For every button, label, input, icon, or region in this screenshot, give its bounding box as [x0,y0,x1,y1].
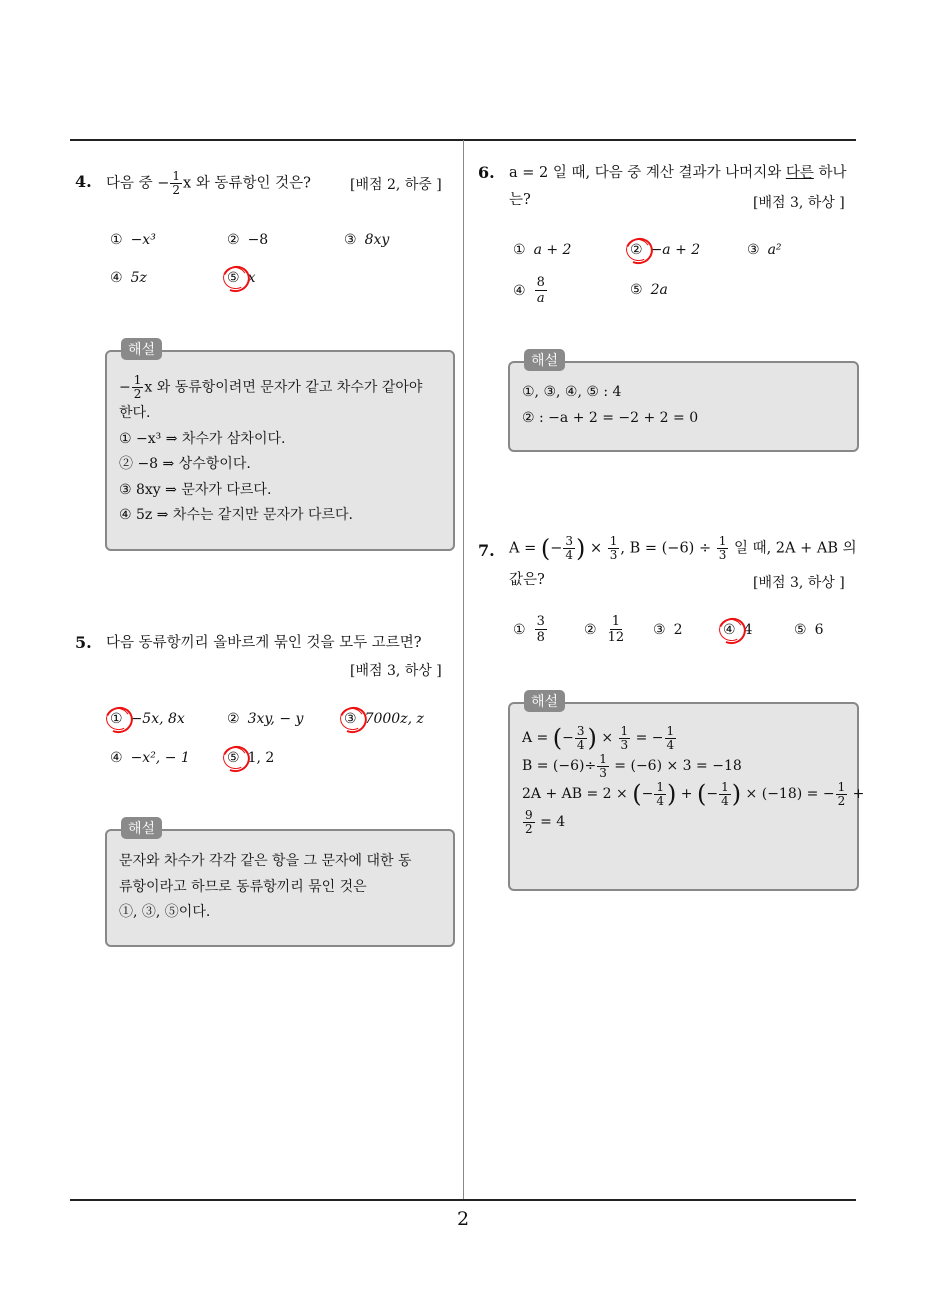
answer-mark-icon: ⑤ [227,750,240,766]
q4-stem: 다음 중 − $\frac{1}{2}$ x 와 동류항인 것은? [106,169,311,197]
q4-stem-fraction: $\frac{1}{2}$ [172,169,181,197]
q6-explanation-text: ①, ③, ④, ⑤ : 4 ② : −a + 2 = −2 + 2 = 0 [522,384,699,426]
q6-meta: [배점 3, 하상 ] [753,195,845,211]
q5-choice-5[interactable]: ⑤ 1, 2 [227,750,275,766]
q6-stem: a = 2 일 때, 다음 중 계산 결과가 나머지와 다른 하나 [509,165,847,181]
q7-meta: [배점 3, 하상 ] [753,575,845,591]
q4-choice-3[interactable]: ③ 8xy [344,232,390,248]
q7-explanation-box [508,694,865,891]
q5-number: 5. [75,633,92,652]
q5-choice-3[interactable]: ③ 7000z, z [344,711,424,727]
answer-mark-icon: ⑤ [227,270,240,286]
q6-choice-4[interactable]: ④ $\frac{8}{a}$ [513,275,545,306]
q5-meta: [배점 3, 하상 ] [350,663,442,679]
q5-choice-2[interactable]: ② 3xy, − y [227,711,304,727]
q4-explanation-text: − $\frac{1}{2}$ x 와 동류항이려면 문자가 같고 차수가 같아야 한다. ① −x³ ⇒ 차수가 삼차이다. ② −8 ⇒ 상수항이다. ③ 8xy ⇒ 문자가 다르다. ④ 5z ⇒ 차수는 같지만 문자가 다르다. [119,373,423,523]
q4-choice-2[interactable]: ② −8 [227,232,269,248]
q7-stem-line2: 값은? [509,572,545,588]
q7-choice-4[interactable]: ④ 4 [723,622,753,638]
q4-choice-1[interactable]: ① −x³ [110,232,156,248]
q6-choice-1[interactable]: ① a + 2 [513,242,572,258]
q7-choice-1[interactable]: ① $\frac{3}{8}$ [513,614,545,645]
q5-choice-4[interactable]: ④ −x², − 1 [110,750,190,766]
q4-choice-4[interactable]: ④ 5z [110,270,147,286]
q6-number: 6. [478,163,495,182]
q5-choice-1[interactable]: ① −5x, 8x [110,711,185,727]
q5-explanation-text: 문자와 차수가 각각 같은 항을 그 문자에 대한 동 류항이라고 하므로 동류항끼리 묶인 것은 ①, ③, ⑤이다. [119,853,412,920]
bottom-rule [70,1199,856,1201]
answer-mark-icon: ④ [723,622,736,638]
q6-choice-2[interactable]: ② −a + 2 [630,242,701,258]
q5-stem: 다음 동류항끼리 올바르게 묶인 것을 모두 고르면? [106,635,422,651]
q5-explanation-box [105,821,455,947]
q5-explanation-tag: 해설 [121,817,162,839]
q7-explanation-text: A = (− $\frac{3}{4}$ ) × $\frac{1}{3}$ = − $\frac{1}{4}$ B = (−6)÷ $\frac{1}{3}$ = (−6) × 3 = −18 2A + AB = 2 × (− $\frac{1}{4}$ ) + (− $\frac{1}{4}$ ) × (−18) = − $\frac{1}{2}$ + $\frac{9}{2}$ = 4 [522,723,865,836]
q6-choice-3[interactable]: ③ a² [747,242,782,258]
column-divider [463,140,464,1200]
q4-number: 4. [75,172,92,191]
answer-mark-icon: ③ [344,711,357,727]
q7-explanation-tag: 해설 [524,690,565,712]
q6-choice-5[interactable]: ⑤ 2a [630,282,668,298]
q7-stem: A = (− $\frac{3}{4}$ ) × $\frac{1}{3}$ , B = (−6) ÷ $\frac{1}{3}$ 일 때, 2A + AB 의 [509,534,857,563]
q6-explanation-box [508,353,859,452]
q6-stem-line2: 는? [509,192,531,208]
page-number: 2 [456,1208,470,1230]
q7-choice-5[interactable]: ⑤ 6 [794,622,824,638]
q4-explanation-tag: 해설 [121,338,162,360]
q6-explanation-tag: 해설 [524,349,565,371]
q7-number: 7. [478,541,495,560]
q4-meta: [배점 2, 하중 ] [350,177,442,193]
q7-choice-2[interactable]: ② $\frac{1}{12}$ [584,614,625,645]
q4-choice-5[interactable]: ⑤ x [227,270,256,286]
answer-mark-icon: ② [630,242,643,258]
q7-choice-3[interactable]: ③ 2 [653,622,683,638]
answer-mark-icon: ① [110,711,123,727]
q4-explanation-box [105,342,455,551]
